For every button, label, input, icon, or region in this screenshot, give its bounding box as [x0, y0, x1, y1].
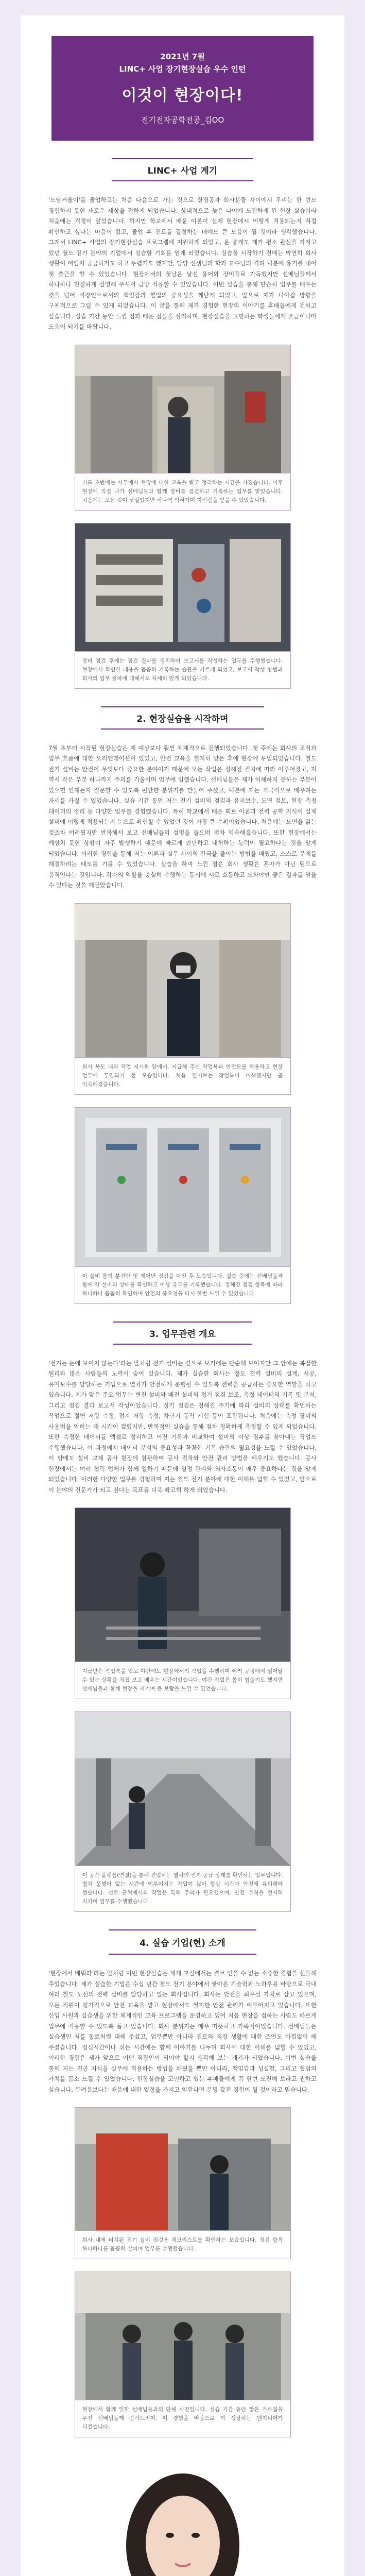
section-heading-2 [46, 706, 319, 730]
photo-night-work [75, 1507, 291, 1662]
section-title: 2. 현장실습을 시작하며 [101, 706, 265, 730]
photo-equipment-room [75, 523, 291, 652]
article-card [21, 15, 344, 2576]
photo-checklist [75, 2107, 291, 2231]
photo-office-corridor [75, 345, 291, 473]
photo-caption: 현장에서 함께 일한 선배님들과의 단체 사진입니다. 실습 기간 동안 많은 가르침을 주신 선배님들께 감사드리며, 이 경험을 바탕으로 더 성장하는 엔지니어가 되겠습니다. [75, 2400, 291, 2437]
section-paragraph: '전기는 눈에 보이지 않는다'라는 말처럼 전기 설비는 겉으로 보기에는 단순해 보이지만 그 안에는 복잡한 원리와 많은 사람들의 노력이 숨어 있습니다. 제가 실습한 회사는 철도 전력 설비의 설계, 시공, 유지보수를 담당하는 기업으로 열차가 안전하게 운행될 수 있도록 전력을 공급하는 중요한 역할을 하고 있습니다. 제가 맡은 주요 업무는 변전 설비와 배전 설비의 정기 점검 보조, 측정 데이터의 기록 및 분석, 그리고 점검 결과 보고서 작성이었습니다. 정기 점검은 정해진 주기에 따라 설비의 상태를 확인하는 작업으로 절연 저항 측정, 접지 저항 측정, 차단기 동작 시험 등이 포함됩니다. 처음에는 측정 장비의 사용법을 익히는 데 시간이 걸렸지만, 반복적인 실습을 통해 점차 정확하게 측정할 수 있게 되었습니다. 또한 측정한 데이터를 엑셀로 정리하고 이전 기록과 비교하여 설비의 이상 징후를 찾아내는 작업도 수행했습니다. 이 과정에서 데이터 분석의 중요성과 꼼꼼한 기록 습관의 필요성을 느낄 수 있었습니다. 이 밖에도 설비 교체 공사 현장에 참관하여 공사 절차와 안전 관리 방법을 배우기도 했습니다. 공사 현장에서는 여러 협력 업체가 함께 일하기 때문에 일정 관리와 의사소통이 매우 중요하다는 것을 알게 되었습니다. 이러한 다양한 업무를 경험하며 저는 철도 전기 분야에 대한 이해를 넓힐 수 있었고, 앞으로 이 분야의 전문가가 되고 싶다는 목표를 더욱 확고히 하게 되었습니다. [48, 1359, 317, 1494]
photo-caption: 지급받은 작업복을 입고 야간에도 현장에서의 작업을 수행하며 여러 공정에서 일어날 수 있는 상황을 직접 보고 배우는 시간이었습니다. 야간 작업은 몸이 힘들기도 했지만 선배님들과 함께 현장을 지키며 큰 보람을 느낄 수 있었습니다. [75, 1662, 291, 1699]
photo-control-panel [75, 1107, 291, 1267]
header-banner [51, 36, 314, 141]
photo-caption: 회사 복도 내의 작업 지시판 앞에서. 지급해 주신 작업복과 안전모를 착용하고 현장 업무에 투입되기 전 모습입니다. 처음 입어보는 작업복이 어색했지만 곧 익숙해졌습니다. [75, 1058, 291, 1095]
section-heading-4 [46, 1929, 319, 1955]
photo-worker-uniform [75, 903, 291, 1058]
section-paragraph: 7월 초부터 시작된 현장실습은 제 예상보다 훨씬 체계적으로 진행되었습니다. 첫 주에는 회사의 조직과 업무 흐름에 대한 오리엔테이션이 있었고, 안전 교육을 철저히 받은 후에 현장에 투입되었습니다. 철도 전기 설비는 안전이 무엇보다 중요한 분야이기 때문에 모든 작업은 정해진 절차에 따라 이루어졌고, 저 역시 작은 부분 하나까지 주의를 기울이며 업무에 임했습니다. 선배님들은 제가 이해하지 못하는 부분이 있으면 언제든지 질문할 수 있도록 편안한 분위기를 만들어 주셨고, 덕분에 저는 적극적으로 배우려는 자세를 가질 수 있었습니다. 실습 기간 동안 저는 전기 설비의 점검과 유지보수, 도면 검토, 현장 측정 데이터의 정리 등 다양한 업무를 경험했습니다. 특히 학교에서 배운 회로 이론과 전력 공학 지식이 실제 설비에 어떻게 적용되는지 눈으로 확인할 수 있었던 것이 가장 큰 수확이었습니다. 처음에는 도면을 읽는 것조차 어려웠지만 반복해서 보고 선배님들의 설명을 들으며 점차 익숙해졌습니다. 또한 현장에서는 예상치 못한 상황이 자주 발생하기 때문에 빠르게 판단하고 대처하는 능력이 필요하다는 것을 알게 되었습니다. 이러한 경험을 통해 저는 이론과 실무 사이의 간극을 줄이는 방법을 배웠고, 스스로 문제를 해결하려는 태도를 기를 수 있었습니다. 실습을 하며 느낀 점은 회사 생활은 혼자가 아닌 팀으로 움직인다는 것입니다. 각자의 역할을 충실히 수행하는 동시에 서로 소통하고 도와야만 좋은 결과를 얻을 수 있다는 것을 깨달았습니다. [48, 744, 317, 889]
author-portrait [62, 2458, 304, 2576]
photo-caption: 회사 내에 비치된 전기 설비 점검용 체크리스트를 확인하는 모습입니다. 점검 항목 하나하나를 꼼꼼히 살피며 업무를 수행했습니다. [75, 2231, 291, 2259]
photo-group [75, 2272, 291, 2400]
section-paragraph: '현장에서 배워라'라는 말처럼 이번 현장실습은 제게 교실에서는 결코 얻을 수 없는 소중한 경험을 선물해 주었습니다. 제가 실습한 기업은 수십 년간 철도 전기 분야에서 쌓아온 기술력과 노하우를 바탕으로 국내 여러 철도 노선의 전력 설비를 담당하고 있는 회사입니다. 회사는 안전을 최우선 가치로 삼고 있으며, 모든 직원이 정기적으로 안전 교육을 받고 현장에서도 철저한 안전 관리가 이루어지고 있습니다. 또한 신입 사원과 실습생을 위한 체계적인 교육 프로그램을 운영하고 있어 처음 현장을 접하는 사람도 빠르게 업무에 적응할 수 있도록 돕고 있습니다. 회사 분위기는 매우 따뜻하고 가족적이었습니다. 선배님들은 실습생인 저를 동료처럼 대해 주셨고, 업무뿐만 아니라 진로와 직장 생활에 대한 조언도 아낌없이 해 주셨습니다. 점심시간이나 쉬는 시간에는 함께 이야기를 나누며 회사에 대한 이해를 넓힐 수 있었고, 이러한 경험은 제가 앞으로 어떤 직장인이 되어야 할지 생각해 보는 계기가 되었습니다. 이번 실습을 통해 저는 전공 지식을 실무에 적용하는 방법을 배웠을 뿐만 아니라, 책임감과 성실함, 그리고 협업의 가치를 몸소 느낄 수 있었습니다. 현장실습을 고민하고 있는 후배들에게 꼭 한번 도전해 보라고 권하고 싶습니다. 두려움보다는 배움에 대한 열정을 가지고 임한다면 분명 값진 경험이 될 것이라고 믿습니다. [48, 1970, 317, 2093]
author-line: 전기전자공학전공_김OO [141, 115, 224, 125]
section-title: LINC+ 사업 계기 [112, 158, 254, 181]
section-heading-3 [46, 1321, 319, 1345]
photo-caption: 이 설비 룸의 분전반 및 제어반 점검을 마친 후 모습입니다. 실습 중에는 선배님들과 함께 각 설비의 상태를 확인하고 이상 유무를 기록했습니다. 정해진 점검 항목에 따라 하나하나 꼼꼼히 확인하며 안전의 중요성을 다시 한번 느낄 수 있었습니다. [75, 1267, 291, 1304]
section-title: 3. 업무관련 개요 [113, 1321, 252, 1345]
header-date: 2021년 7월 [160, 52, 205, 61]
section-title: 4. 실습 기업(현) 소개 [109, 1929, 256, 1955]
photo-caption: 장비 점검 후에는 점검 결과를 정리하여 보고서를 작성하는 업무를 수행했습니다. 현장에서 확인한 내용을 꼼꼼히 기록하는 습관을 기르게 되었고, 보고서 작성 방법과 회사의 업무 절차에 대해서도 자세히 알게 되었습니다. [75, 652, 291, 689]
photo-caption: 이 공간 플랫폼(연결)을 통해 진입하는 열차의 전기 공급 상태를 확인하는 업무입니다. 열차 운행이 없는 시간에 이루어지는 작업이 많아 항상 시간과 안전에 유의해야 했습니다. 선로 근처에서의 작업은 특히 주의가 필요했으며, 안전 수칙을 철저히 지키며 업무를 수행했습니다. [75, 1866, 291, 1912]
page-title: 이것이 현장이다! [121, 87, 244, 105]
header-subtitle: LINC+ 사업 장기현장실습 우수 인턴 [119, 64, 246, 74]
photo-caption: 기를 초반에는 사무에서 현장에 대한 교육을 받고 정리하는 시간을 가졌습니다. 이후 현장에 직접 나가 선배님들과 함께 장비를 점검하고 기록하는 업무를 맡았습니다. 처음에는 모든 것이 낯설었지만 하나씩 익혀가며 자신감을 얻을 수 있었습니다. [75, 473, 291, 511]
section-heading-1 [46, 158, 319, 181]
section-paragraph: '도담거울이'를 졸업하고는 처음 다음으로 가는 것으로 장경공과 회사분들 사이에서 우리는 한 번도 경험하지 못한 새로운 세상을 접하게 되었습니다. 상대적으로 늦은 나이에 도전하게 된 현장 실습이라 처음에는 걱정이 앞섰습니다. 하지만 학교에서 배운 이론이 실제 현장에서 어떻게 적용되는지 직접 확인하고 싶다는 마음이 컸고, 졸업 후 진로를 결정하는 데에도 큰 도움이 될 것이라 생각했습니다. 그래서 LINC+ 사업의 장기현장실습 프로그램에 지원하게 되었고, 운 좋게도 제가 평소 관심을 가지고 있던 철도 전기 분야의 기업에서 실습할 기회를 얻게 되었습니다. 실습을 시작하기 전에는 막연히 회사 생활이 어떨지 궁금하기도 하고 두렵기도 했지만, 담당 선생님과 학과 교수님의 격려 덕분에 용기를 내어 첫 출근을 할 수 있었습니다. 현장에서의 첫날은 낯선 용어와 장비들로 가득했지만 선배님들께서 하나하나 친절하게 설명해 주셔서 금방 적응할 수 있었습니다. 이번 실습을 통해 단순히 업무를 배우는 것을 넘어 직장인으로서의 책임감과 협업의 중요성을 깨닫게 되었고, 앞으로 제가 나아갈 방향을 구체적으로 그릴 수 있게 되었습니다. 이 글을 통해 제가 경험한 현장의 이야기를 후배들에게 전하고 싶습니다. 실습 기간 동안 느낀 점과 배운 점들을 정리하며, 현장실습을 고민하는 학생들에게 조금이나마 도움이 되기를 바랍니다. [48, 196, 317, 330]
photo-platform [75, 1711, 291, 1866]
